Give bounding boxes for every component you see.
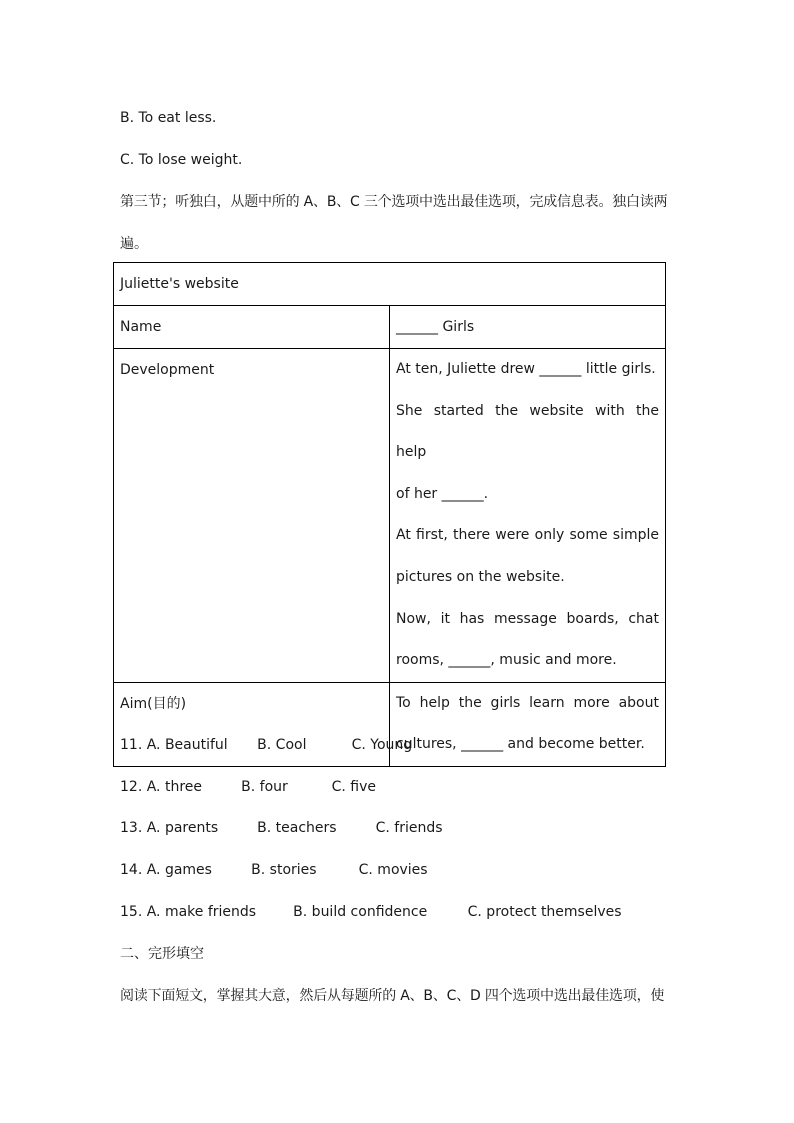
name-value: ______ Girls (390, 306, 666, 349)
dev-line: rooms, ______, music and more. (396, 652, 617, 669)
option-a: A. games (146, 862, 212, 878)
option-a: A. Beautiful (146, 737, 228, 753)
option-c: C. protect themselves (467, 904, 622, 920)
option-b: B. four (241, 779, 288, 795)
aim-line: To help the girls learn more about (396, 694, 659, 711)
question-12: 12. A. three B. four C. five (120, 779, 377, 795)
section2-heading: 二、完形填空 (120, 946, 204, 962)
development-cell (390, 349, 666, 683)
aim-cell (390, 682, 666, 766)
option-b: B. build confidence (293, 904, 428, 920)
dev-line: At ten, Juliette drew ______ little girls. (396, 361, 656, 377)
dev-line: of her ______. (396, 485, 489, 502)
aim-label: Aim(目的) (114, 682, 390, 766)
question-11: 11. A. Beautiful B. Cool C. Young (120, 737, 413, 753)
dev-line: pictures on the website. (396, 568, 565, 585)
question-13: 13. A. parents B. teachers C. friends (120, 820, 443, 836)
question-14: 14. A. games B. stories C. movies (120, 862, 428, 878)
option-c: C. five (331, 779, 377, 795)
option-b: B. Cool (257, 737, 307, 753)
option-b: B. stories (251, 862, 317, 878)
dev-line: Now, it has message boards, chat (396, 610, 659, 627)
aim-line: cultures, ______ and become better. (396, 736, 645, 753)
section3-instruction-cont: 遍。 (120, 236, 148, 252)
dev-line: At first, there were only some simple (396, 527, 659, 544)
option-c: C. movies (358, 862, 428, 878)
option-c: C. friends (375, 820, 443, 836)
dev-line: She started the website with the help (396, 402, 659, 461)
option-b-line: B. To eat less. (120, 110, 217, 126)
option-c-line: C. To lose weight. (120, 152, 243, 168)
option-a: A. three (146, 779, 202, 795)
option-a: A. make friends (146, 904, 257, 920)
table-title: Juliette's website (114, 263, 666, 306)
development-label: Development (114, 349, 390, 683)
section3-instruction: 第三节；听独白，从题中所的 A、B、C 三个选项中选出最佳选项，完成信息表。独白读两 (120, 194, 668, 210)
info-table (113, 262, 666, 767)
option-c: C. Young (351, 737, 413, 753)
name-label: Name (114, 306, 390, 349)
section2-instruction: 阅读下面短文，掌握其大意，然后从每题所的 A、B、C、D 四个选项中选出最佳选项，使 (120, 988, 665, 1004)
option-b: B. teachers (257, 820, 337, 836)
question-15: 15. A. make friends B. build confidence C. protect themselves (120, 904, 622, 920)
option-a: A. parents (146, 820, 219, 836)
